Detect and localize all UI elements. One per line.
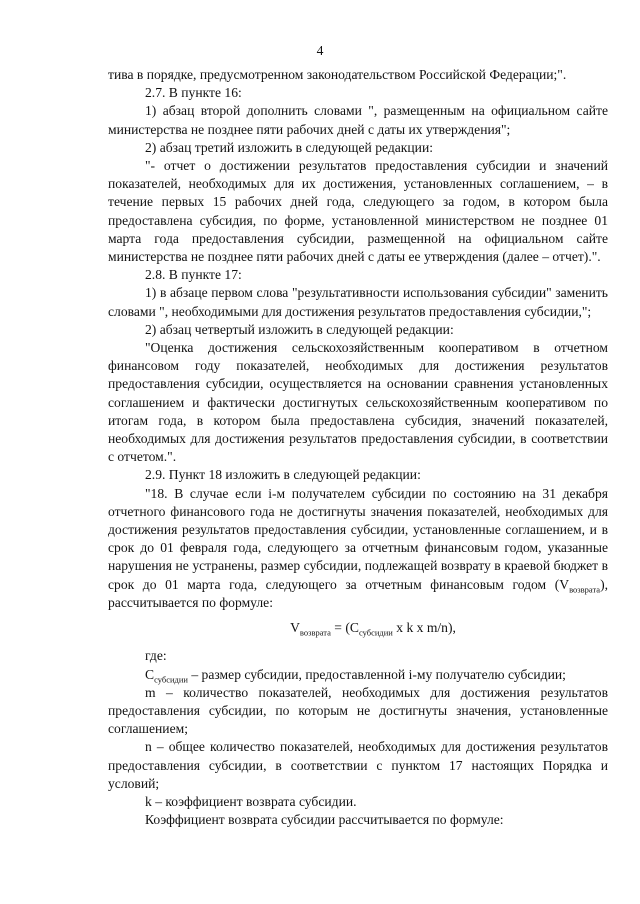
formula-subscript: возврата — [299, 627, 331, 638]
formula-subscript: субсидии — [358, 627, 393, 638]
paragraph-point-18 — [108, 485, 608, 612]
paragraph: 1) в абзаце первом слова "результативности использования субсидии" заменить словами ", необходимыми для достижения результатов предоставления субсидии,"; — [108, 285, 608, 319]
paragraph: 2.7. В пункте 16: — [145, 85, 242, 101]
definition-symbol: C — [145, 666, 155, 682]
definition-subscript: субсидии — [154, 674, 188, 685]
formula-v-return — [108, 619, 608, 637]
paragraph: 2.8. В пункте 17: — [145, 267, 242, 283]
paragraph: 2) абзац третий изложить в следующей редакции: — [145, 139, 434, 155]
definition-m: m – количество показателей, необходимых для достижения результатов предоставления субсидии, по которым не достигнуты значения, установленные соглашением; — [108, 684, 608, 737]
document-body — [108, 66, 608, 829]
definition-n: n – общее количество показателей, необходимых для достижения результатов предоставления субсидии, в соответствии с пунктом 17 настоящих Порядка и условий; — [108, 739, 608, 791]
definition-text: – размер субсидии, предоставленной i-му получателю субсидии; — [187, 666, 566, 682]
formula-text: = (C — [330, 620, 359, 636]
paragraph-text: "18. В случае если i-м получателем субсидии по состоянию на 31 декабря отчетного финансового года не достигнуты значения показателей, необходимых для достижения результатов предоставления субсидии, установленные соглашением, и в срок до 01 февраля года, следующего за отчетным финансовым годом, указанные нарушения не устранены, размер субсидии, подлежащей возврату в краевой бюджет в срок до 01 марта года, следующего за отчетным финансовым годом (V — [108, 485, 608, 592]
paragraph-text: ), рассчитывается по формуле: — [108, 576, 608, 610]
where-label: где: — [145, 648, 167, 664]
definition-c — [108, 666, 608, 684]
subscript: возврата — [569, 584, 601, 595]
page-number: 4 — [316, 43, 324, 58]
formula-text: x k x m/n), — [392, 620, 456, 636]
paragraph: "Оценка достижения сельскохозяйственным кооперативом в отчетном финансовом году показателей, необходимых для достижения результатов предоставления субсидии, осуществляется на основании сравнения установленных соглашением и фактически достигнутых сельскохозяйственным кооперативом по итогам года, в котором была предоставлена субсидия, значений показателей, необходимых для достижения результатов предоставления субсидии, в соответствии с отчетом.". — [108, 340, 608, 465]
paragraph: 1) абзац второй дополнить словами ", размещенным на официальном сайте министерства не позднее пяти рабочих дней с даты их утверждения"; — [108, 103, 608, 137]
paragraph: Коэффициент возврата субсидии рассчитывается по формуле: — [145, 812, 504, 828]
paragraph: "- отчет о достижении результатов предоставления субсидии и значений показателей, необходимых для их достижения, установленных соглашением, – в течение первых 15 рабочих дней года, следующего за годом, в котором была предоставлена субсидия, по форме, установленной министерством не позднее 01 марта года предоставления субсидии, размещенной на официальном сайте министерства не позднее пяти рабочих дней с даты ее утверждения (далее – отчет).". — [108, 158, 608, 265]
paragraph: тива в порядке, предусмотренном законодательством Российской Федерации;". — [108, 67, 567, 82]
formula-symbol: V — [290, 620, 300, 636]
definition-k: k – коэффициент возврата субсидии. — [145, 793, 357, 809]
paragraph: 2) абзац четвертый изложить в следующей редакции: — [145, 321, 454, 337]
paragraph: 2.9. Пункт 18 изложить в следующей редакции: — [145, 467, 421, 483]
